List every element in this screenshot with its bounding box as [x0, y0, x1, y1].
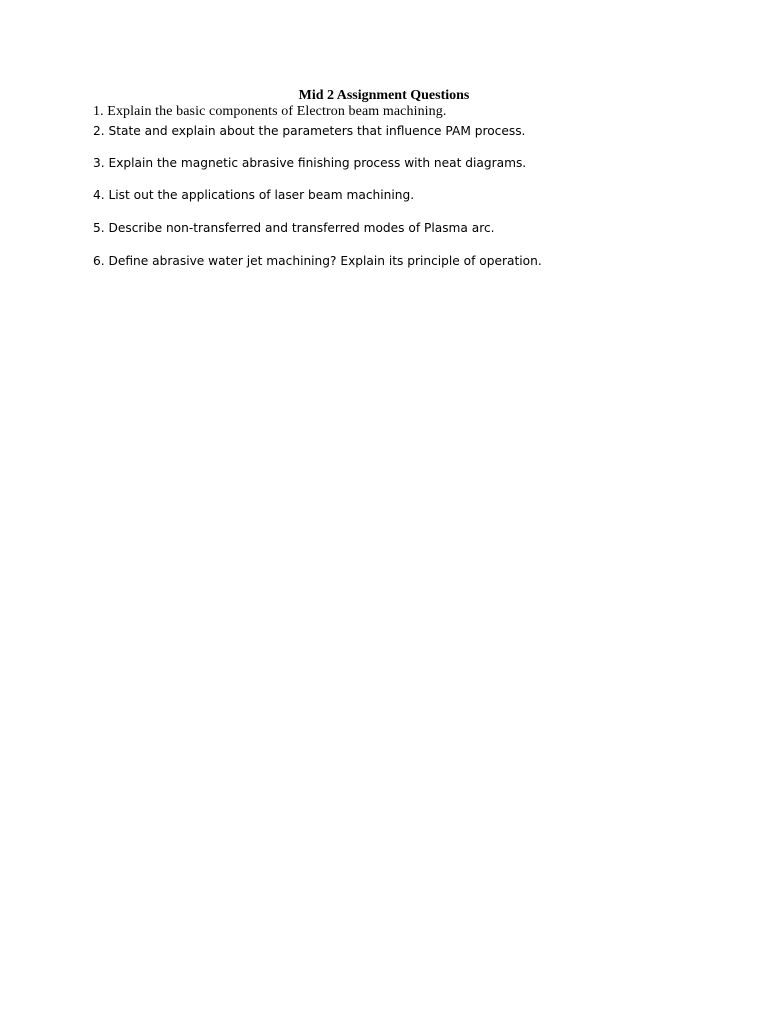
question-6: 6. Define abrasive water jet machining? Explain its principle of operation. — [93, 254, 542, 268]
question-1: 1. Explain the basic components of Electron beam machining. — [93, 104, 447, 119]
question-5: 5. Describe non-transferred and transferred modes of Plasma arc. — [93, 221, 495, 235]
question-3: 3. Explain the magnetic abrasive finishing process with neat diagrams. — [93, 156, 527, 170]
question-2: 2. State and explain about the parameters that influence PAM process. — [93, 124, 526, 138]
question-4: 4. List out the applications of laser beam machining. — [93, 188, 415, 202]
page-title: Mid 2 Assignment Questions — [298, 88, 470, 103]
